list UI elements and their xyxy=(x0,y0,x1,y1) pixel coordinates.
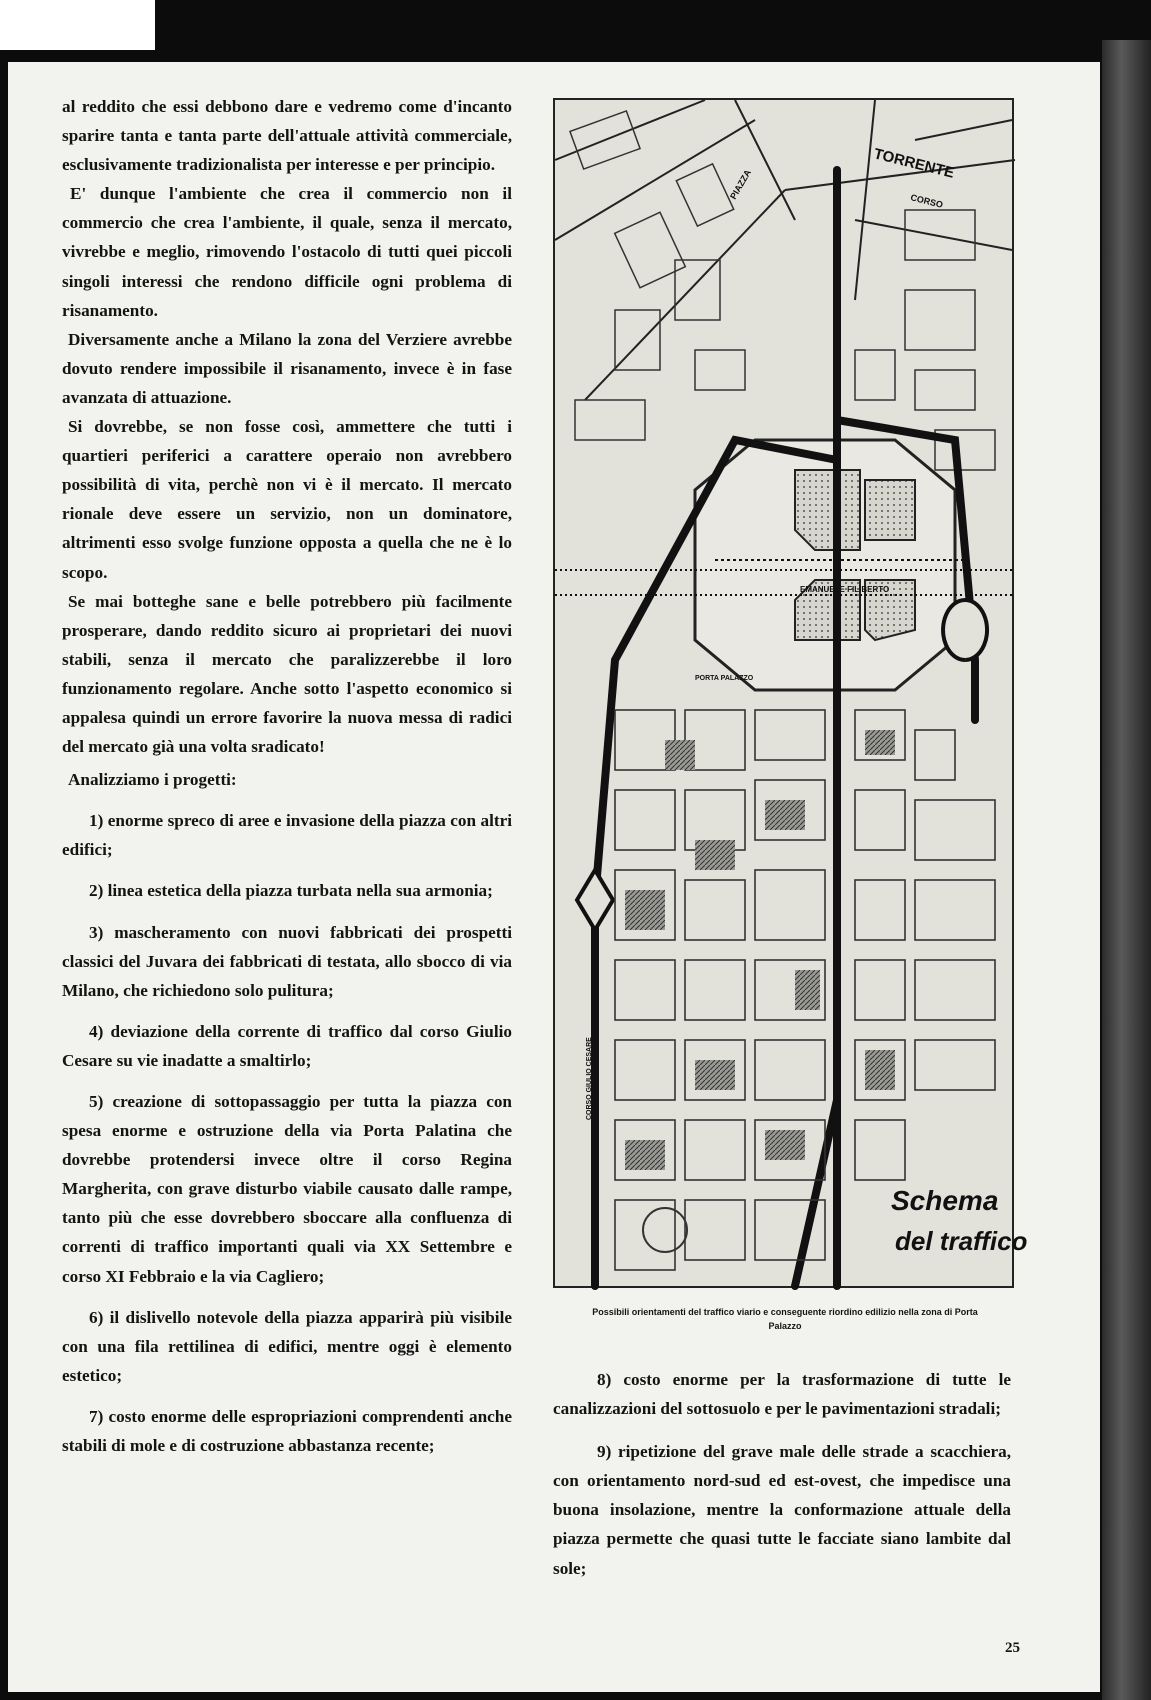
traffic-scheme-map xyxy=(553,98,1028,1288)
list-item: 5) creazione di sottopassaggio per tutta la piazza con spesa enorme e ostruzione della via Porta Palatina che dovrebbe protendersi invece oltre il corso Regina Margherita, con grave disturbo viabile causato dalle rampe, tanto più che esse dovrebbero sboccare alla confluenza di correnti di traffico importanti quali via XX Settembre e corso XI Febbraio e la via Cagliero; xyxy=(62,1092,512,1286)
paragraph: Diversamente anche a Milano la zona del Verziere avrebbe dovuto rendere impossibile il risanamento, invece è in fase avanzata di attuazione. xyxy=(62,329,512,407)
paragraph: Se mai botteghe sane e belle potrebbero più facilmente prosperare, dando reddito sicuro ai proprietari dei nuovi stabili, senza il mercato che paralizzerebbe il loro funzionamento regolare. Anche sotto l'aspetto economico si appalesa quindi un errore favorire la nuova messa di radici del mercato già una volta sradicato! xyxy=(62,591,512,757)
right-column xyxy=(553,1365,1011,1583)
list-item: 3) mascheramento con nuovi fabbricati dei prospetti classici del Juvara dei fabbricati di testata, allo sbocco di via Milano, che richiedono solo pulitura; xyxy=(62,922,512,1000)
paragraph: E' dunque l'ambiente che crea il commercio non il commercio che crea l'ambiente, il quale, senza il mercato, vivrebbe e meglio, rimovendo l'ostacolo di tutti quei piccoli singoli interessi che rendono difficile ogni problema di risanamento. xyxy=(62,184,512,320)
scan-margin xyxy=(0,0,155,50)
map-label-torrente: TORRENTE xyxy=(872,145,956,182)
map-caption: Possibili orientamenti del traffico viario e conseguente riordino edilizio nella zona di Porta Palazzo xyxy=(592,1307,978,1331)
map-label-giulio: CORSO GIULIO CESARE xyxy=(586,1037,593,1120)
page-number: 25 xyxy=(1005,1640,1020,1656)
binding-edge xyxy=(1102,40,1151,1700)
section-heading: Analizziamo i progetti: xyxy=(68,770,237,790)
list-item: 1) enorme spreco di aree e invasione della piazza con altri edifici; xyxy=(62,811,512,860)
map-label-porta: PORTA PALAZZO xyxy=(695,675,754,682)
list-item: 7) costo enorme delle espropriazioni comprendenti anche stabili di mole e di costruzione abbastanza recente; xyxy=(62,1406,512,1456)
map-label-piazza: PIAZZA xyxy=(728,167,753,201)
list-item: 8) costo enorme per la trasformazione di tutte le canalizzazioni del sottosuolo e per le pavimentazioni stradali; xyxy=(553,1370,1011,1419)
list-item: 2) linea estetica della piazza turbata nella sua armonia; xyxy=(89,881,493,901)
list-item: 9) ripetizione del grave male delle strade a scacchiera, con orientamento nord-sud ed est-ovest, che impedisce una buona insolazione, mentre la conformazione attuale della piazza permette che quasi tutte le facciate siano lambite dal sole; xyxy=(553,1442,1011,1578)
map-title-schema: Schema xyxy=(891,1185,999,1216)
list-item: 6) il dislivello notevole della piazza apparirà più visibile con una fila rettilinea di edifici, mentre oggi è elemento estetico; xyxy=(62,1307,512,1385)
paragraph: al reddito che essi debbono dare e vedremo come d'incanto sparire tanta e tanta parte dell'attuale attività commerciale, esclusivamente tradizionalista per interesse e per principio. xyxy=(62,97,512,175)
paragraph: Si dovrebbe, se non fosse così, ammettere che tutti i quartieri periferici a carattere operaio non avrebbero possibilità di vita, perchè non vi è il mercato. Il mercato rionale deve essere un servizio, non un dominatore, altrimenti esso svolge funzione opposta a quella che ne è lo scopo. xyxy=(62,417,512,582)
map-title-traffico: del traffico xyxy=(895,1226,1028,1256)
traffic-node xyxy=(943,600,987,660)
left-column xyxy=(62,92,512,1460)
piazza-outline xyxy=(695,440,955,690)
map-drawing xyxy=(555,100,1028,1286)
map-label-corso: CORSO xyxy=(909,192,944,210)
list-item: 4) deviazione della corrente di traffico dal corso Giulio Cesare su vie inadatte a smaltirlo; xyxy=(62,1021,512,1070)
map-label-emanuele: EMANUELE FILIBERTO xyxy=(800,585,890,594)
